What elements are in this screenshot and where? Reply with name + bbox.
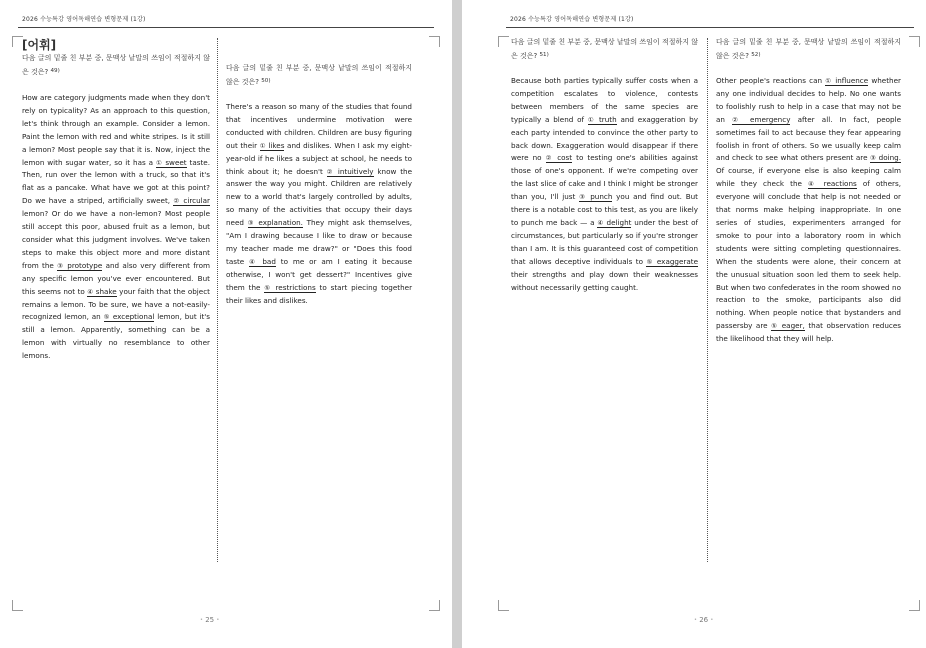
choice-marker: ③: [57, 261, 64, 270]
column-right: [716, 36, 901, 346]
choice-word: reactions: [817, 179, 857, 189]
choice-marker: ④: [87, 287, 94, 296]
choice-marker: ①: [259, 141, 266, 150]
page-header: 2026 수능특강 영어독해연습 변형문제 (1강): [510, 16, 634, 23]
underlined-choice: [579, 192, 612, 202]
question-number: 52): [751, 51, 761, 58]
header-rule: [506, 27, 914, 28]
choice-word: emergency: [742, 114, 791, 124]
choice-word: doing.: [876, 153, 901, 163]
choice-word: explanation.: [254, 218, 303, 228]
passage-text: How are category judgments made when they don't rely on typicality? As an approach to this question, let's think through an example. Consider a lemon. Paint the lemon with red and white stripes. Is it still a lemon? Most people say that it is. Now, inject the lemon with sugar water, so it has a ① sweet taste. Then, run over the lemon with a truck, so that it's flat as a pancake. What have we got at this point? Do we have a striped, artificially sweet, ② circular lemon? Or do we have a non-lemon? Most people still accept this poor, abused fruit as a lemon, but consider what this judgment involves. We've taken steps to make this object more and more distant from the ③ prototype and also very different from any specific lemon you've ever encountered. But this seems not to ④ shake your faith that the object remains a lemon. To be sure, we have a not-easily-recognized lemon, an ⑤ exceptional lemon, but it's still a lemon. Apparently, something can be a lemon with virtually no resemblance to other lemons.: [22, 93, 211, 361]
underlined-choice: [327, 167, 374, 177]
crop-mark: [12, 600, 23, 611]
choice-marker: ③: [870, 154, 877, 163]
choice-marker: ②: [545, 154, 554, 163]
underlined-choice: [57, 261, 102, 271]
choice-word: bad: [257, 256, 276, 266]
choice-marker: ①: [155, 158, 163, 167]
underlined-choice: [732, 115, 790, 125]
choice-marker: ⑤: [771, 322, 779, 331]
choice-word: shake: [93, 286, 117, 296]
underlined-choice: [870, 153, 901, 163]
choice-marker: ②: [173, 197, 181, 206]
choice-word: eager,: [778, 321, 805, 331]
underlined-choice: [248, 218, 303, 228]
question-number: 50): [261, 77, 271, 84]
choice-word: circular: [180, 196, 211, 206]
underlined-choice: [546, 153, 573, 163]
choice-word: punch: [586, 192, 613, 202]
crop-mark: [909, 600, 920, 611]
choice-word: sweet: [162, 157, 187, 167]
choice-marker: ⑤: [264, 283, 272, 292]
underlined-choice: [771, 321, 805, 331]
column-divider: [707, 38, 708, 562]
choice-word: influence: [832, 76, 869, 85]
question-prompt: 다음 글의 밑줄 친 부분 중, 문맥상 낱말의 쓰임이 적절하지 않은 것은? $^{52)}$: [716, 38, 901, 60]
choice-marker: ②: [732, 115, 743, 124]
crop-mark: [498, 600, 509, 611]
question-number: 51): [539, 51, 549, 58]
choice-marker: ④: [597, 218, 604, 227]
question-prompt: 다음 글의 밑줄 친 부분 중, 문맥상 낱말의 쓰임이 적절하지 않은 것은? $^{50)}$: [226, 64, 412, 86]
page-26: [462, 0, 926, 648]
crop-mark: [498, 36, 509, 47]
underlined-choice: [260, 141, 285, 151]
crop-mark: [429, 36, 440, 47]
underlined-choice: [646, 257, 698, 267]
underlined-choice: [597, 218, 631, 228]
choice-marker: ①: [825, 77, 832, 85]
choice-word: cost: [553, 153, 573, 163]
choice-word: prototype: [63, 260, 103, 270]
underlined-choice: [156, 158, 187, 168]
choice-marker: ③: [579, 193, 587, 202]
underlined-choice: [825, 76, 868, 86]
page-25: [0, 0, 452, 648]
choice-word: intuitively: [334, 166, 374, 176]
question-prompt: 다음 글의 밑줄 친 부분 중, 문맥상 낱말의 쓰임이 적절하지 않은 것은? $^{49)}$: [22, 54, 210, 76]
passage-text: Because both parties typically suffer costs when a competition escalates to violence, contests between members of the same species are typically a blend of ① truth and exaggeration by each party intended to convince the other party to back down. Exaggeration would disappear if there were no ② cost to testing one's abilities against those of one's opponent. If we're competing over the last slice of cake and I think I might be stronger than you, I'll just ③ punch you and find out. But there is a notable cost to this test, as you are likely to punch me back — a ④ delight under the best of circumstances, but particularly so if you're stronger than I am. It is this guaranteed cost of competition that allows deceptive individuals to ⑤ exaggerate their strengths and play down their weaknesses without necessarily getting caught.: [511, 76, 699, 292]
underlined-choice: [264, 283, 315, 293]
underlined-choice: [808, 179, 857, 189]
column-right: [226, 62, 412, 308]
column-left: [511, 36, 698, 294]
underlined-choice: [104, 312, 155, 322]
underlined-choice: [249, 257, 276, 267]
choice-marker: ⑤: [646, 257, 654, 266]
crop-mark: [909, 36, 920, 47]
choice-marker: ④: [808, 180, 818, 189]
passage-text: Other people's reactions can ① influence whether any one individual decides to help. No one wants to foolishly rush to help in a case that may not be an ② emergency after all. In fact, people sometimes fail to act because they fear appearing foolish in front of others. So we usually keep calm and check to see what others present are ③ doing. Of course, if everyone else is also keeping calm while they check the ④ reactions of others, everyone will conclude that help is not needed or that norms make helping inappropriate. In one series of studies, experimenters arranged for smoke to pour into a laboratory room in which students were sitting completing questionnaires. When the students were alone, their concern at the unusual situation soon led them to seek help. But when two confederates in the room showed no reaction to the smoke, participants also did nothing. When people notice that bystanders and passersby are ⑤ eager, that observation reduces the likelihood that they will help.: [716, 76, 902, 344]
question-number: 49): [50, 67, 60, 74]
underlined-choice: [588, 115, 617, 125]
choice-word: truth: [595, 114, 617, 124]
choice-word: exceptional: [109, 312, 155, 322]
choice-marker: ⑤: [103, 313, 110, 322]
underlined-choice: [87, 287, 116, 297]
choice-marker: ①: [587, 115, 596, 124]
choice-word: likes: [265, 140, 285, 150]
choice-marker: ④: [249, 257, 258, 266]
choice-marker: ③: [247, 219, 255, 228]
section-title: [어휘]: [22, 38, 57, 52]
passage-text: There's a reason so many of the studies that found that incentives undermine motivation were conducted with children. Children are busy figuring out their ① likes and dislikes. When I ask my eight-year-old if he likes a subject at school, he needs to think about it; he doesn't ② intuitively know the answer the way you might. Children are relatively new to a world that's largely controlled by adults, so many of the activities that occupy their days need ③ explanation. They might ask themselves, "Am I drawing because I like to draw or because my teacher made me draw?" or "Does this food taste ④ bad to me or am I eating it because otherwise, I won't get dessert?" Incentives give them the ⑤ restrictions to start piecing together their likes and dislikes.: [226, 102, 413, 305]
column-divider: [217, 38, 218, 562]
header-rule: [18, 27, 434, 28]
choice-word: exaggerate: [653, 256, 698, 266]
choice-word: delight: [603, 217, 632, 227]
crop-mark: [429, 600, 440, 611]
choice-word: restrictions: [271, 282, 316, 292]
page-number: • 26 •: [694, 616, 714, 624]
page-header: 2026 수능특강 영어독해연습 변형문제 (1강): [22, 16, 146, 23]
page-number: • 25 •: [200, 616, 220, 624]
column-left: [22, 38, 210, 363]
underlined-choice: [173, 196, 210, 206]
choice-marker: ②: [326, 167, 335, 176]
question-prompt: 다음 글의 밑줄 친 부분 중, 문맥상 낱말의 쓰임이 적절하지 않은 것은? $^{51)}$: [511, 38, 698, 60]
